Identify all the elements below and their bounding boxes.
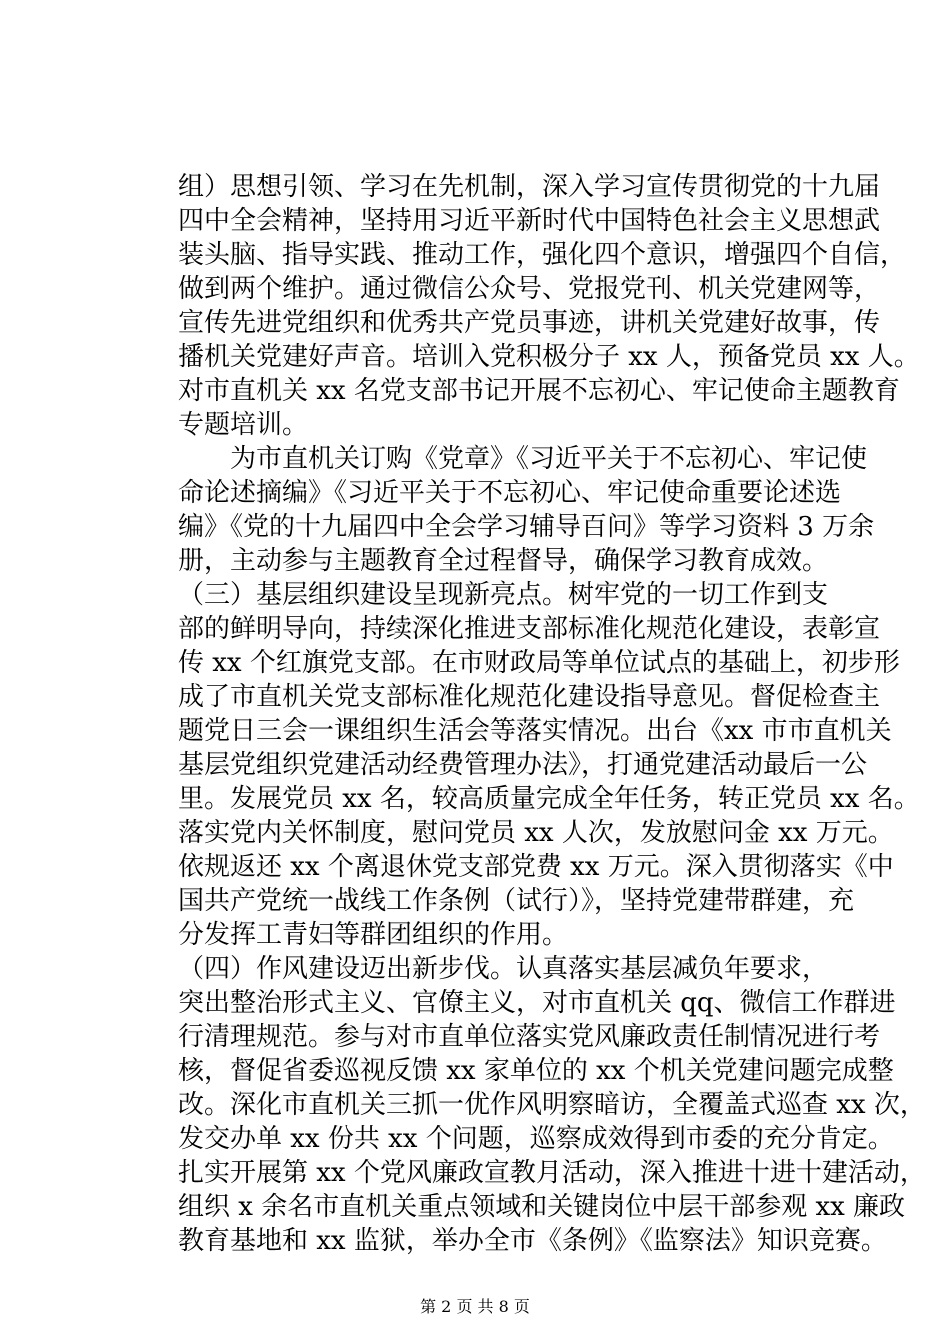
text-line: 扎实开展第 xx 个党风廉政宣教月活动，深入推进十进十建活动， <box>178 1158 926 1188</box>
text-line: 编》《党的十九届四中全会学习辅导百问》等学习资料 3 万余 <box>178 512 875 542</box>
text-line: 里。发展党员 xx 名，较高质量完成全年任务，转正党员 xx 名。 <box>178 784 920 814</box>
text-line: 播机关党建好声音。培训入党积极分子 xx 人，预备党员 xx 人。 <box>178 342 920 372</box>
text-line: 部的鲜明导向，持续深化推进支部标准化规范化建设，表彰宣 <box>178 614 881 644</box>
paragraph-first-line: 为市直机关订购《党章》《习近平关于不忘初心、牢记使 <box>230 444 868 474</box>
text-line: 成了市直机关党支部标准化规范化建设指导意见。督促检查主 <box>178 682 881 712</box>
section-heading-line: （三）基层组织建设呈现新亮点。树牢党的一切工作到支 <box>178 580 829 610</box>
page-number: 第 2 页 共 8 页 <box>420 1297 530 1316</box>
text-line: 专题培训。 <box>178 410 309 440</box>
text-line: 题党日三会一课组织生活会等落实情况。出台《xx 市市直机关 <box>178 716 892 746</box>
text-line: 改。深化市直机关三抓一优作风明察暗访，全覆盖式巡查 xx 次， <box>178 1090 926 1120</box>
page-footer <box>0 1297 950 1317</box>
text-line: 组织 x 余名市直机关重点领域和关键岗位中层干部参观 xx 廉政 <box>178 1192 906 1222</box>
text-line: 发交办单 xx 份共 xx 个问题，巡察成效得到市委的充分肯定。 <box>178 1124 894 1154</box>
section-heading-line: （四）作风建设迈出新步伐。认真落实基层减负年要求， <box>178 954 829 984</box>
text-line: 对市直机关 xx 名党支部书记开展不忘初心、牢记使命主题教育 <box>178 376 900 406</box>
text-line: 国共产党统一战线工作条例（试行）》，坚持党建带群建，充 <box>178 886 855 916</box>
text-line: 四中全会精神，坚持用习近平新时代中国特色社会主义思想武 <box>178 206 881 236</box>
text-line: 传 xx 个红旗党支部。在市财政局等单位试点的基础上，初步形 <box>178 648 900 678</box>
text-line: 做到两个维护。通过微信公众号、党报党刊、机关党建网等， <box>178 274 881 304</box>
text-line: 宣传先进党组织和优秀共产党员事迹，讲机关党建好故事，传 <box>178 308 881 338</box>
text-line: 教育基地和 xx 监狱，举办全市《条例》《监察法》知识竞赛。 <box>178 1226 887 1256</box>
text-line: 核，督促省委巡视反馈 xx 家单位的 xx 个机关党建问题完成整 <box>178 1056 894 1086</box>
text-line: 分发挥工青妇等群团组织的作用。 <box>178 920 569 950</box>
text-line: 依规返还 xx 个离退休党支部党费 xx 万元。深入贯彻落实《中 <box>178 852 894 882</box>
text-line: 命论述摘编》《习近平关于不忘初心、牢记使命重要论述选 <box>178 478 842 508</box>
text-line: 突出整治形式主义、官僚主义，对市直机关 qq、微信工作群进 <box>178 988 896 1018</box>
text-line: 基层党组织党建活动经费管理办法》，打通党建活动最后一公 <box>178 750 868 780</box>
text-line: 册，主动参与主题教育全过程督导，确保学习教育成效。 <box>178 546 829 576</box>
text-line: 行清理规范。参与对市直单位落实党风廉政责任制情况进行考 <box>178 1022 881 1052</box>
text-line: 组）思想引领、学习在先机制，深入学习宣传贯彻党的十九届 <box>178 172 881 202</box>
text-line: 落实党内关怀制度，慰问党员 xx 人次，发放慰问金 xx 万元。 <box>178 818 894 848</box>
text-line: 装头脑、指导实践、推动工作，强化四个意识，增强四个自信， <box>178 240 907 270</box>
